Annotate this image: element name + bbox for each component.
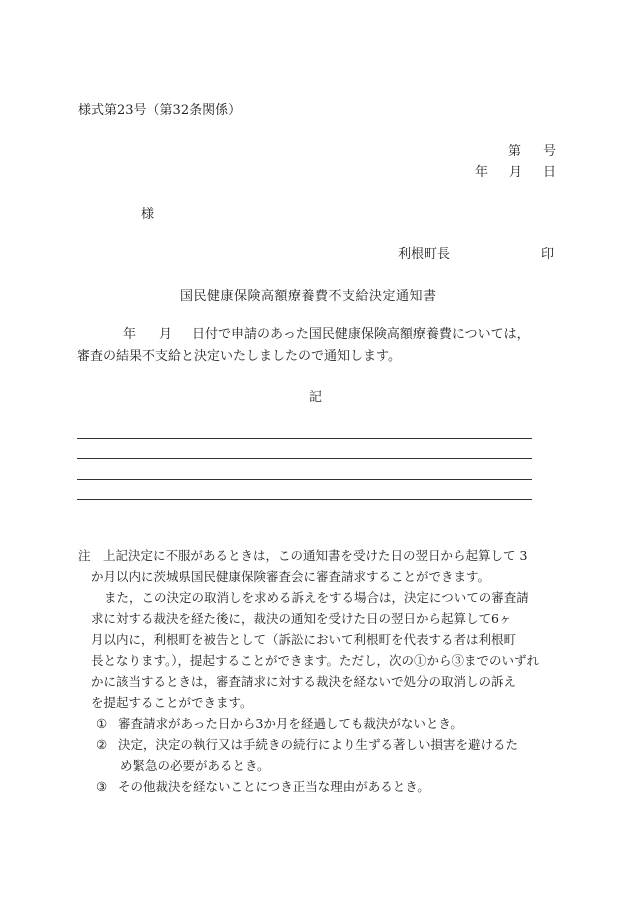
- note-item-3: [78, 776, 558, 797]
- date-year: 年: [475, 165, 489, 180]
- item-text: 決定，決定の執行又は手続きの続行により生ずる著しい損害を避けるた: [118, 737, 519, 752]
- blank-line: [77, 438, 532, 439]
- note-line: 求に対する裁決を経た後に，裁決の通知を受けた日の翌日から起算して6ヶ: [91, 611, 512, 626]
- note-item-2: [78, 734, 558, 755]
- document-number: [508, 140, 556, 159]
- blank-line: [77, 458, 532, 459]
- number-suffix: 号: [542, 144, 556, 159]
- addressee: 様: [141, 207, 155, 222]
- blank-line: [77, 479, 532, 480]
- note-line: かに該当するときは，審査請求に対する裁決を経ないで処分の取消しの訴え: [91, 674, 517, 689]
- note-line: を提起することができます。: [91, 695, 253, 710]
- seal-mark: 印: [541, 247, 555, 262]
- form-number: 様式第23号（第32条関係）: [78, 103, 242, 118]
- item-mark: ②: [96, 737, 108, 752]
- item-text: 審査請求があった日から3か月を経過しても裁決がないとき。: [118, 716, 463, 731]
- note-line: 注 上記決定に不服があるときは，この通知書を受けた日の翌日から起算して 3: [78, 548, 528, 563]
- note-line: 月以内に，利根町を被告として（訴訟において利根町を代表する者は利根町: [91, 632, 517, 647]
- item-text: その他裁決を経ないことにつき正当な理由があるとき。: [118, 779, 430, 794]
- body-line-2: 審査の結果不支給と決定いたしましたので通知します。: [77, 349, 401, 364]
- blank-line: [77, 499, 532, 500]
- notes-section: [78, 545, 558, 797]
- date-month: 月: [508, 165, 522, 180]
- item-mark: ③: [96, 779, 108, 794]
- ki-heading: 記: [309, 390, 323, 405]
- body-line1-rest: 日付で申請のあった国民健康保険高額療養費については，: [192, 327, 530, 342]
- date-day: 日: [542, 165, 556, 180]
- note-line: また，この決定の取消しを求める訴えをする場合は，決定についての審査請: [104, 590, 529, 605]
- body-month: 月: [159, 327, 173, 342]
- sender: 利根町長: [398, 247, 451, 262]
- body-year: 年: [123, 327, 137, 342]
- body-line-1: [77, 323, 530, 342]
- note-line: 長となります。），提起することができます。ただし，次の①から③までのいずれ: [91, 653, 540, 668]
- note-item-2-continued: め緊急の必要があるとき。: [120, 758, 270, 773]
- document-date: [475, 161, 556, 180]
- note-line: か月以内に茨城県国民健康保険審査会に審査請求することができます。: [91, 569, 491, 584]
- document-title: 国民健康保険高額療養費不支給決定通知書: [180, 289, 437, 304]
- item-mark: ①: [96, 716, 108, 731]
- number-prefix: 第: [508, 144, 522, 159]
- note-item-1: [78, 713, 558, 734]
